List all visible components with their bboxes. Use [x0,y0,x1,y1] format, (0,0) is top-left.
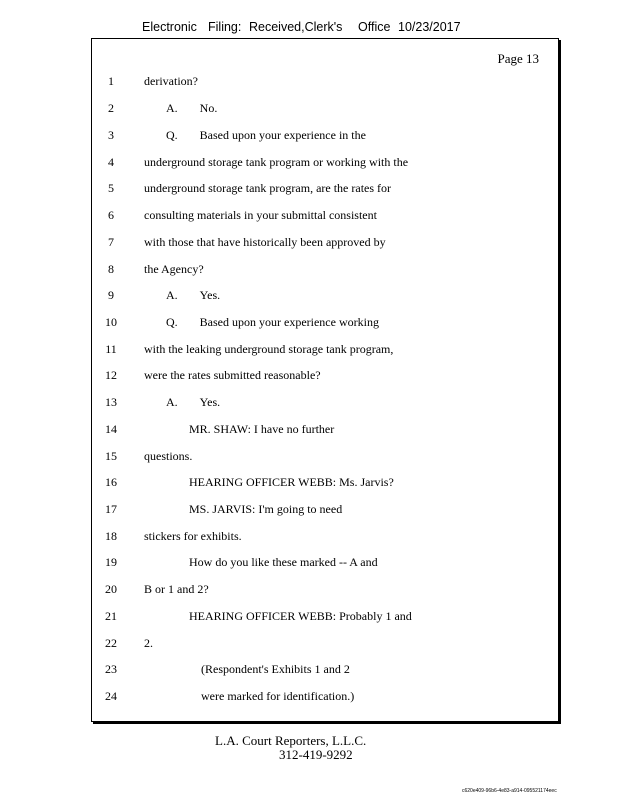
reporter-company: L.A. Court Reporters, L.L.C. [215,733,367,748]
speaker-tag: A. [166,101,178,115]
line-number: 6 [108,208,114,222]
transcript-line [92,288,558,308]
line-number: 4 [108,155,114,169]
line-number: 13 [105,395,117,409]
stamp-office: Office [358,20,391,34]
speaker-tag: Q. [166,128,178,142]
speaker-tag: Q. [166,315,178,329]
line-text: the Agency? [144,262,204,276]
transcript-line [92,208,558,228]
line-number: 9 [108,288,114,302]
transcript-line [92,555,558,575]
page-number: Page 13 [497,51,539,66]
line-text: underground storage tank program, are the rates for [144,181,392,195]
line-content: Yes. [199,395,221,409]
line-number: 18 [105,529,117,543]
document-id: c620e409-96b6-4e83-a914-095521174eec [462,788,557,794]
line-text: were the rates submitted reasonable? [144,368,321,382]
line-text [166,101,217,116]
stamp-filing: Filing: [208,20,242,34]
line-text: HEARING OFFICER WEBB: Ms. Jarvis? [189,475,394,489]
line-number: 24 [105,689,117,703]
reporter-phone: 312-419-9292 [279,747,353,762]
line-text: HEARING OFFICER WEBB: Probably 1 and [189,609,412,623]
transcript-line [92,315,558,335]
transcript-line [92,449,558,469]
line-number: 12 [105,368,117,382]
transcript-line [92,582,558,602]
stamp-received: Received,Clerk's [249,20,343,34]
filing-stamp-header [0,20,618,38]
transcript-line [92,609,558,629]
transcript-line [92,475,558,495]
line-text: MR. SHAW: I have no further [189,422,335,436]
line-text: underground storage tank program or working with the [144,155,409,169]
line-content: Based upon your experience working [199,315,379,329]
transcript-line [92,74,558,94]
line-number: 17 [105,502,117,516]
transcript-line [92,181,558,201]
line-text: were marked for identification.) [201,689,355,703]
line-number: 5 [108,181,114,195]
line-number: 7 [108,235,114,249]
transcript-line [92,662,558,682]
line-text: questions. [144,449,193,463]
transcript-line [92,128,558,148]
line-number: 21 [105,609,117,623]
line-text: How do you like these marked -- A and [189,555,378,569]
transcript-line [92,529,558,549]
line-text: 2. [144,636,153,650]
line-content: No. [199,101,218,115]
line-text [166,395,220,410]
line-text: stickers for exhibits. [144,529,242,543]
line-text [166,128,366,143]
transcript-line [92,262,558,282]
speaker-tag: A. [166,395,178,409]
line-text [166,315,379,330]
line-text: MS. JARVIS: I'm going to need [189,502,343,516]
line-number: 10 [105,315,117,329]
line-number: 8 [108,262,114,276]
transcript-line [92,395,558,415]
transcript-line [92,689,558,709]
line-text: with those that have historically been approved by [144,235,386,249]
stamp-electronic: Electronic [142,20,197,34]
line-number: 3 [108,128,114,142]
line-text: B or 1 and 2? [144,582,209,596]
transcript-line [92,235,558,255]
transcript-line [92,422,558,442]
line-text: consulting materials in your submittal consistent [144,208,377,222]
transcript-line [92,368,558,388]
line-number: 23 [105,662,117,676]
transcript-line [92,342,558,362]
line-text: (Respondent's Exhibits 1 and 2 [201,662,350,676]
line-number: 19 [105,555,117,569]
line-number: 22 [105,636,117,650]
line-number: 2 [108,101,114,115]
line-text: with the leaking underground storage tank program, [144,342,394,356]
transcript-line [92,636,558,656]
line-text: derivation? [144,74,198,88]
transcript-line [92,155,558,175]
line-number: 15 [105,449,117,463]
transcript-line [92,502,558,522]
line-number: 11 [105,342,117,356]
line-number: 20 [105,582,117,596]
line-number: 16 [105,475,117,489]
line-number: 14 [105,422,117,436]
speaker-tag: A. [166,288,178,302]
line-text [166,288,220,303]
line-number: 1 [108,74,114,88]
line-content: Yes. [199,288,221,302]
transcript-page [91,38,559,722]
transcript-line [92,101,558,121]
line-content: Based upon your experience in the [199,128,366,142]
stamp-date: 10/23/2017 [398,20,461,34]
